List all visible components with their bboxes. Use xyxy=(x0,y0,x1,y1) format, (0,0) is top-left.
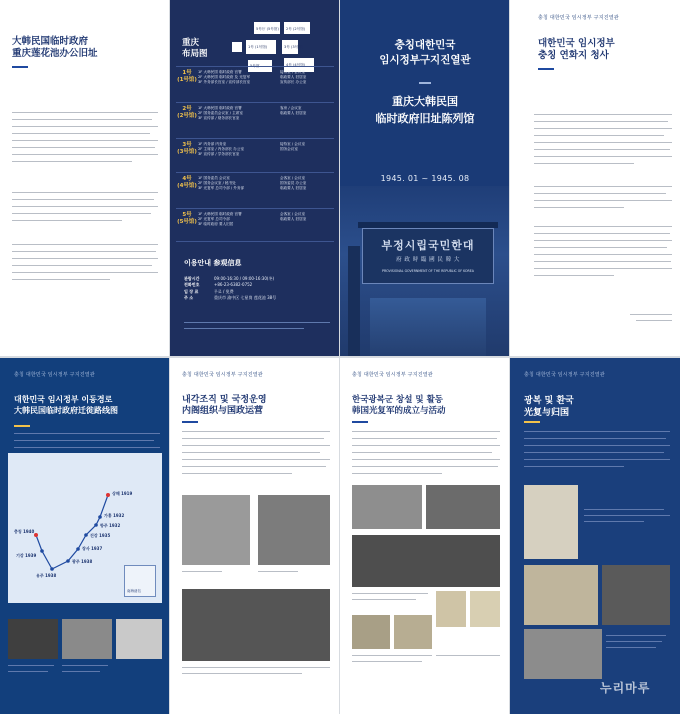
floor-badge: 5号 (5号馆) xyxy=(177,212,197,225)
info-row: 관람시간 09:00-16:30 / 09:00-16:30(冬) xyxy=(184,276,275,281)
floor-row-2 xyxy=(176,102,334,138)
panel-tag: 충칭 대한민국 임시정부 구지진열관 xyxy=(352,372,433,378)
panel-cabinet xyxy=(170,357,340,714)
photo-letter xyxy=(524,565,598,625)
portrait-captions xyxy=(182,569,330,581)
cover-title-line-1: 충칭대한민국 xyxy=(394,39,456,51)
body-text xyxy=(352,431,500,491)
group-photo xyxy=(182,589,330,661)
body-text-3 xyxy=(12,244,158,294)
body-text xyxy=(524,431,670,481)
photo-return-group xyxy=(602,565,670,625)
gate-pillar-left xyxy=(348,246,360,357)
city-label: 진강 1935 xyxy=(90,533,111,538)
route-map xyxy=(8,453,162,603)
body-text xyxy=(182,431,330,491)
floor-items-right: 接待室 / 会议室 临政要人 旧居室 宣传部长 办公室 xyxy=(280,70,307,85)
info-row: 전화번호 +86-23-6382-0752 xyxy=(184,282,253,288)
photo-caption-2 xyxy=(352,653,500,673)
floor-items: 1F 大韩民国 临时政府 官署 2F 光复军 总司令部 3F 临时政府 要人旧居 xyxy=(198,212,242,227)
floor-plan-title-line-2: 布局图 xyxy=(182,49,208,60)
floor-items: 1F 大韩民国 临时政府 官署 2F 大韩民国 临时政府 及 光复军 3F 外务部长官室 / 宣传部长官室 xyxy=(198,70,251,85)
map-room-label: 3号 (3号馆) xyxy=(284,45,304,49)
photo-historic-3 xyxy=(116,619,162,659)
map-room-label: 4号 (4号馆) xyxy=(286,63,306,67)
map-room-label: 1号 (1号馆) xyxy=(248,45,268,49)
sign-chinese: 府 政 時 臨 國 民 韓 大 xyxy=(396,257,460,263)
photo-captions xyxy=(8,663,162,683)
panel-lotus-pond-korean xyxy=(510,0,680,357)
title-line-1: 大韩民国临时政府 xyxy=(12,36,89,47)
panel-title xyxy=(352,395,446,416)
title-line-2: 충칭 연화지 청사 xyxy=(538,49,609,61)
cover-title-line-2: 임시정부구지진열관 xyxy=(379,53,471,66)
sign-korean: 부정시립국민한대 xyxy=(381,239,475,252)
panel-title xyxy=(12,36,98,60)
city-label: 상해 1919 xyxy=(112,491,133,496)
map-room-label: 5号馆 xyxy=(250,64,260,68)
body-text-1 xyxy=(12,112,158,182)
cover-title xyxy=(340,38,510,67)
panel-tag: 충칭 대한민국 임시정부 구지진열관 xyxy=(182,372,263,378)
photo-historic-2 xyxy=(62,619,112,659)
info-row: 주 소 重庆市 渝中区 七星岗 莲花池 38号 xyxy=(184,295,277,301)
title-line-1: 내각조직 및 국정운영 xyxy=(182,395,267,405)
panel-title xyxy=(524,395,574,419)
panel-liberation-army xyxy=(340,357,510,714)
floor-badge: 4号 (4号馆) xyxy=(177,176,197,189)
body-text-3 xyxy=(534,226,672,296)
panel-cover xyxy=(340,0,510,357)
city-label: 항주 1932 xyxy=(100,523,121,528)
floor-row-3 xyxy=(176,138,334,172)
photo-soldiers xyxy=(426,485,500,529)
floor-items-right: 会客室 / 会议室 国务委员 办公室 临政要人 旧居室 xyxy=(280,176,307,191)
panel-route-map xyxy=(0,357,170,714)
newspaper-caption xyxy=(584,507,670,537)
title-underline xyxy=(524,421,540,423)
title-line-1: 한국광복군 창설 및 활동 xyxy=(352,395,443,405)
floor-items-right: 会客室 / 会议室 临政要人 旧居室 xyxy=(280,212,307,222)
cover-subtitle-line-1: 重庆大韩民国 xyxy=(392,95,458,108)
title-underline xyxy=(12,66,28,68)
body-text-1 xyxy=(534,114,672,194)
photo-certificate xyxy=(352,615,390,649)
info-table xyxy=(184,276,330,302)
group-photo-caption xyxy=(182,665,330,683)
city-label: 충칭 1940 xyxy=(14,529,35,534)
photo-caption-1 xyxy=(352,591,432,607)
fold-line-vertical-1 xyxy=(169,0,170,714)
floor-row-5 xyxy=(176,208,334,242)
portrait-photo-2 xyxy=(258,495,330,565)
title-underline xyxy=(352,421,368,423)
panel-tag: 충칭 대한민국 임시정부 구지진열관 xyxy=(14,372,95,378)
photo-document-1 xyxy=(436,591,466,627)
photo-document-2 xyxy=(470,591,500,627)
body-text-2 xyxy=(12,192,158,242)
floor-row-4 xyxy=(176,172,334,208)
floor-plan-title-line-1: 重庆 xyxy=(182,38,200,48)
panel-lotus-pond-office xyxy=(0,0,170,357)
floor-badge: 1号 (1号馆) xyxy=(177,70,197,83)
photo-id-card xyxy=(394,615,432,649)
photo-newspaper xyxy=(524,485,578,559)
info-row: 입 장 료 무료 / 免费 xyxy=(184,288,234,294)
panel-floor-plan xyxy=(170,0,340,357)
bottom-captions xyxy=(606,633,672,663)
inset-caption: 南海诸岛 xyxy=(127,589,141,593)
fold-line-horizontal xyxy=(0,356,680,358)
title-underline xyxy=(538,68,554,70)
fold-line-vertical-3 xyxy=(509,0,510,714)
city-label: 유주 1938 xyxy=(36,573,57,578)
gate-sign xyxy=(362,228,494,284)
photo-landscape xyxy=(524,629,602,679)
panel-tag: 충칭 대한민국 임시정부 구지진열관 xyxy=(538,15,619,21)
info-footnote xyxy=(184,320,330,334)
title-line-2: 内阁组织与国政运营 xyxy=(182,406,264,417)
fold-line-vertical-2 xyxy=(339,0,340,714)
corner-credit xyxy=(630,312,672,326)
title-line-1: 광복 및 환국 xyxy=(524,396,574,406)
floor-badge: 2号 (2号馆) xyxy=(177,106,197,119)
panel-tag: 충칭 대한민국 임시정부 구지진열관 xyxy=(524,372,605,378)
title-line-1: 대한민국 임시정부 이동경로 xyxy=(14,395,113,404)
title-underline xyxy=(182,421,198,423)
panel-title xyxy=(14,395,118,417)
title-line-2: 韩国光复军的成立与活动 xyxy=(352,405,446,416)
photo-flag-ceremony xyxy=(352,485,422,529)
floor-row-1 xyxy=(176,66,334,102)
title-line-2: 大韩民国临时政府迁徙路线图 xyxy=(14,405,118,415)
panel-title xyxy=(182,395,267,418)
floor-items: 1F 国务委员 会议室 2F 国务会议室 / 秘书处 3F 光复军 总司令部 / 外务部 xyxy=(198,176,245,191)
floor-items: 1F 内务部 内务室 2F 主席室 / 内务部长 办公室 3F 宣传部 / 学务部长官室 xyxy=(198,142,245,157)
city-label: 가흥 1932 xyxy=(104,513,125,518)
floor-plan-title xyxy=(182,38,208,60)
building-photo xyxy=(340,186,510,357)
floor-items-right: 客房 / 会议室 临政要人 旧居室 xyxy=(280,106,307,116)
cover-title-divider xyxy=(419,82,431,84)
body-text-2 xyxy=(534,186,672,226)
gate-stairs xyxy=(370,298,486,357)
portrait-photo-1 xyxy=(182,495,250,565)
title-underline xyxy=(14,425,30,427)
floor-table xyxy=(176,66,334,242)
cover-dates: 1945. 01 ~ 1945. 08 xyxy=(380,174,470,183)
map-room-label: 5号厅 (5号馆) xyxy=(256,27,279,31)
city-label: 광주 1938 xyxy=(72,559,93,564)
panel-liberation-return xyxy=(510,357,680,714)
sign-english: PROVISIONAL GOVERNMENT OF THE REPUBLIC OF KOREA xyxy=(382,269,474,273)
map-room-label: 2号 (2号馆) xyxy=(286,27,306,31)
title-line-2: 重庆莲花池办公旧址 xyxy=(12,47,98,59)
floor-items: 1F 大韩民国 临时政府 官署 2F 国务委员会议室 / 主席室 3F 宣传部 / 财务部长官室 xyxy=(198,106,243,121)
watermark: 누리마루 xyxy=(600,681,651,695)
photo-group xyxy=(352,535,500,587)
city-label: 기강 1939 xyxy=(16,553,37,558)
cover-subtitle xyxy=(340,94,510,127)
city-label: 장사 1937 xyxy=(82,546,103,551)
photo-historic-1 xyxy=(8,619,58,659)
title-line-2: 光复与归国 xyxy=(524,408,570,419)
cover-subtitle-line-2: 临时政府旧址陈列馆 xyxy=(375,111,475,125)
south-sea-inset xyxy=(124,565,156,597)
panel-title xyxy=(538,38,615,62)
floor-items-right: 接待室 / 会议室 国务会议室 xyxy=(280,142,306,152)
info-title: 이용안내 参观信息 xyxy=(184,259,242,267)
floor-badge: 3号 (3号馆) xyxy=(177,142,197,155)
title-line-1: 대한민국 임시정부 xyxy=(538,38,615,49)
